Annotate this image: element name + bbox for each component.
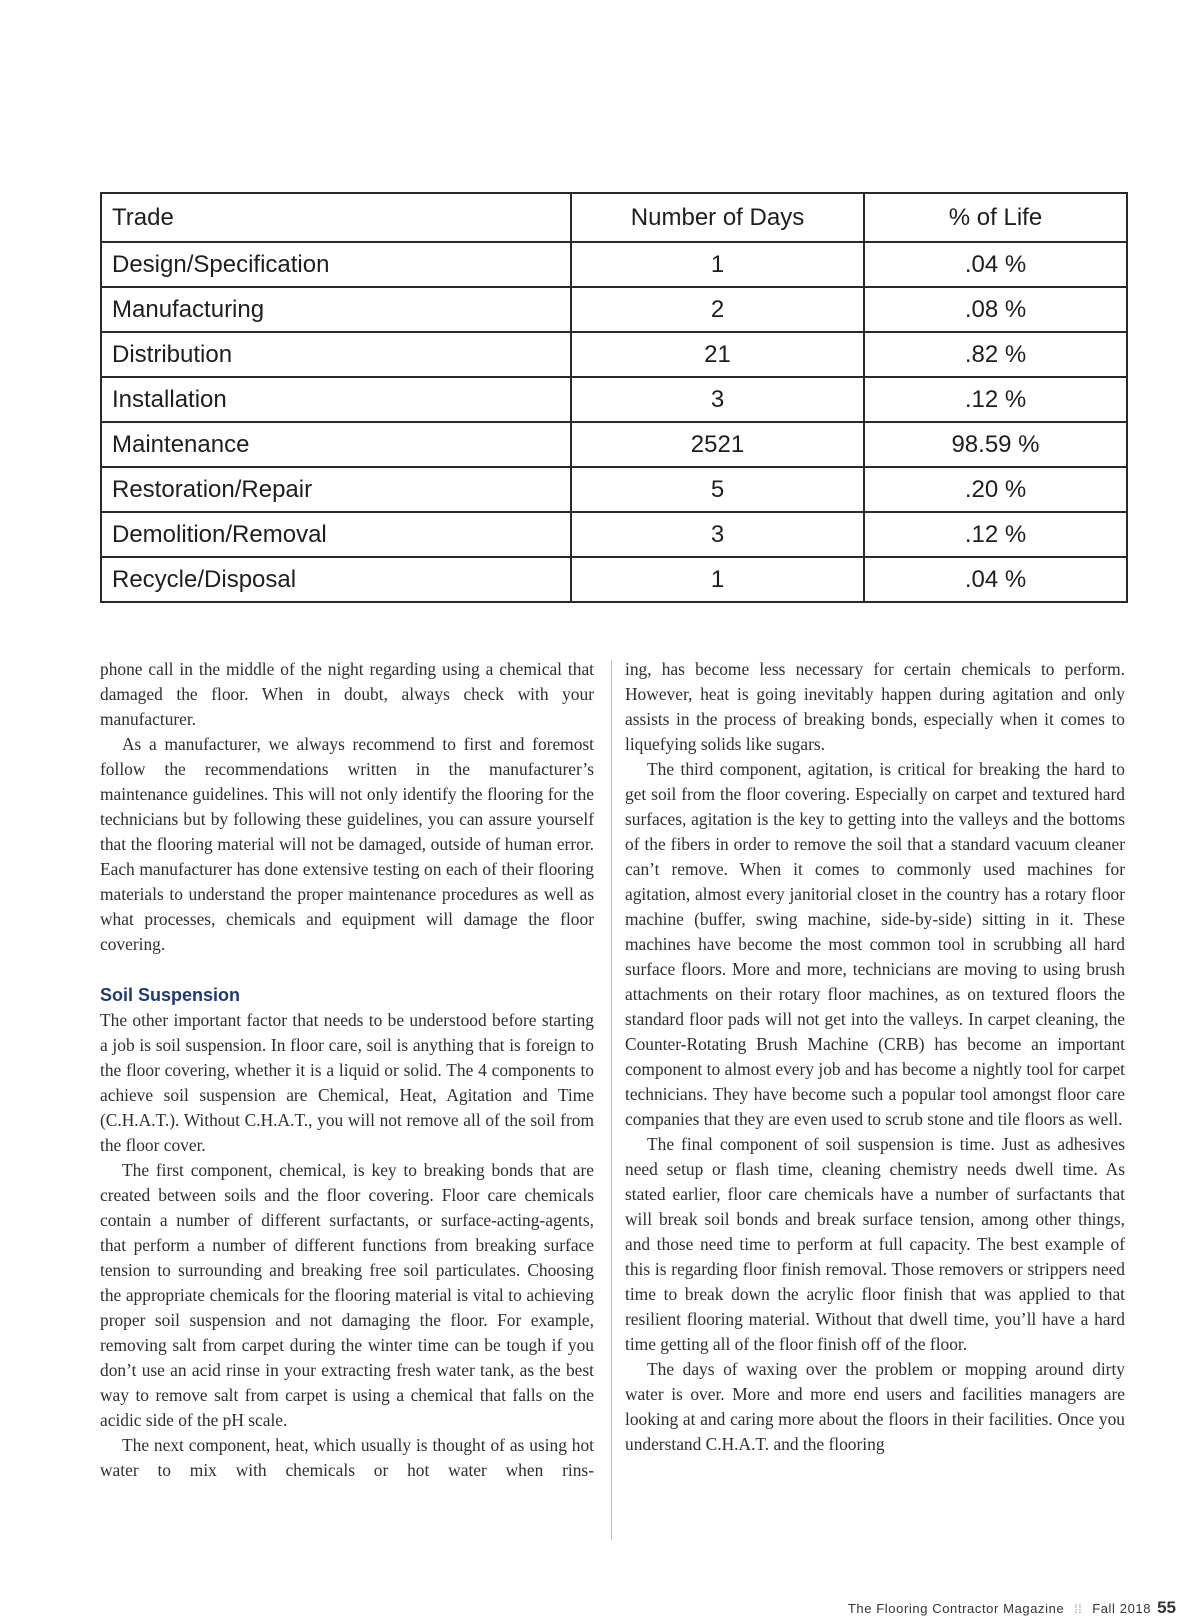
percent-cell: .20 %: [864, 467, 1127, 512]
days-cell: 3: [571, 512, 864, 557]
body-paragraph: The next component, heat, which usually is thought of as using hot water to mix with chemicals or hot water when rins-: [100, 1435, 594, 1480]
header-percent-life: % of Life: [864, 193, 1127, 242]
trade-cell: Distribution: [101, 332, 571, 377]
percent-cell: 98.59 %: [864, 422, 1127, 467]
issue-label: Fall 2018: [1092, 1601, 1152, 1616]
body-paragraph: As a manufacturer, we always recommend to first and foremost follow the recommendations written in the manufacturer’s maintenance guidelines. This will not only identify the flooring for the technicians but by following these guidelines, you can assure yourself that the flooring material will not be damaged, outside of human error. Each manufacturer has done extensive testing on each of their flooring materials to understand the proper maintenance procedures as well as what processes, chemicals and equipment will damage the floor covering.: [100, 734, 594, 954]
table-row: [101, 557, 1127, 602]
body-paragraph: phone call in the middle of the night regarding using a chemical that damaged the floor. When in doubt, always check with your manufacturer.: [100, 659, 594, 729]
trade-cell: Recycle/Disposal: [101, 557, 571, 602]
magazine-name: The Flooring Contractor Magazine: [847, 1601, 1065, 1616]
days-cell: 2521: [571, 422, 864, 467]
days-cell: 1: [571, 242, 864, 287]
table-row: [101, 287, 1127, 332]
body-paragraph: The first component, chemical, is key to breaking bonds that are created between soils and the floor covering. Floor care chemicals contain a number of different surfactants, or surface-acting-agents, that perform a number of different functions from breaking surface tension to surrounding and breaking free soil particulates. Choosing the appropriate chemicals for the flooring material is vital to achieving proper soil suspension and not damaging the floor. For example, removing salt from carpet during the winter time can be tough if you don’t use an acid rinse in your extracting fresh water tank, as the best way to remove salt from carpet is using a chemical that falls on the acidic side of the pH scale.: [100, 1160, 594, 1430]
table-row: [101, 422, 1127, 467]
body-paragraph: The final component of soil suspension is time. Just as adhesives need setup or flash time, cleaning chemistry needs dwell time. As stated earlier, floor care chemicals have a number of surfactants that will break soil bonds and break surface tension, among other things, and those need time to perform at full capacity. The best example of this is regarding floor finish removal. Those removers or strippers need time to break down the acrylic floor finish that was applied to that resilient flooring material. Without that dwell time, you’ll have a hard time getting all of the floor finish off of the floor.: [625, 1134, 1125, 1354]
days-cell: 1: [571, 557, 864, 602]
body-paragraph: The third component, agitation, is critical for breaking the hard to get soil from the floor covering. Especially on carpet and textured hard surfaces, agitation is the key to getting into the valleys and the bottoms of the fibers in order to remove the soil that a standard vacuum cleaner can’t remove. When it comes to commonly used machines for agitation, almost every janitorial closet in the country has a rotary floor machine (buffer, swing machine, side-by-side) sitting in it. These machines have become the most common tool in scrubbing all hard surface floors. More and more, technicians are moving to using brush attachments on their rotary floor machines, as on textured floors the standard floor pads will not get into the valleys. In carpet cleaning, the Counter-Rotating Brush Machine (CRB) has become an important component to almost every job and has become a nightly tool for carpet technicians. They have become such a popular tool amongst floor care companies that they are even used to scrub stone and tile floors as well.: [625, 759, 1125, 1129]
days-cell: 5: [571, 467, 864, 512]
header-days: Number of Days: [571, 193, 864, 242]
page-number: 55: [1157, 1598, 1176, 1617]
right-column: [625, 657, 1125, 1457]
body-paragraph: ing, has become less necessary for certain chemicals to perform. However, heat is going inevitably happen during agitation and only assists in the process of breaking bonds, especially when it comes to liquefying solids like sugars.: [625, 659, 1125, 754]
days-cell: 21: [571, 332, 864, 377]
trade-cell: Demolition/Removal: [101, 512, 571, 557]
table-row: [101, 467, 1127, 512]
page-footer: [848, 1598, 1176, 1618]
trade-cell: Restoration/Repair: [101, 467, 571, 512]
table-row: [101, 332, 1127, 377]
percent-cell: .08 %: [864, 287, 1127, 332]
column-divider: [611, 660, 612, 1540]
trade-cell: Design/Specification: [101, 242, 571, 287]
separator-icon: ⁞⁞: [1074, 1602, 1083, 1616]
trade-cell: Manufacturing: [101, 287, 571, 332]
header-trade: Trade: [101, 193, 571, 242]
table-row: [101, 242, 1127, 287]
section-heading: Soil Suspension: [100, 985, 241, 1005]
trade-cell: Maintenance: [101, 422, 571, 467]
percent-cell: .12 %: [864, 512, 1127, 557]
table-header-row: [101, 193, 1127, 242]
table-row: [101, 512, 1127, 557]
percent-cell: .04 %: [864, 242, 1127, 287]
percent-cell: .12 %: [864, 377, 1127, 422]
trade-life-table: [100, 192, 1128, 603]
table-row: [101, 377, 1127, 422]
percent-cell: .04 %: [864, 557, 1127, 602]
trade-cell: Installation: [101, 377, 571, 422]
days-cell: 2: [571, 287, 864, 332]
days-cell: 3: [571, 377, 864, 422]
body-paragraph: The other important factor that needs to be understood before starting a job is soil suspension. In floor care, soil is anything that is foreign to the floor covering, whether it is a liquid or solid. The 4 components to achieve soil suspension are Chemical, Heat, Agitation and Time (C.H.A.T.). Without C.H.A.T., you will not remove all of the soil from the floor cover.: [100, 1010, 594, 1155]
left-column: [100, 657, 594, 1483]
percent-cell: .82 %: [864, 332, 1127, 377]
body-paragraph: The days of waxing over the problem or mopping around dirty water is over. More and more end users and facilities managers are looking at and caring more about the floors in their facilities. Once you understand C.H.A.T. and the flooring: [625, 1359, 1125, 1454]
